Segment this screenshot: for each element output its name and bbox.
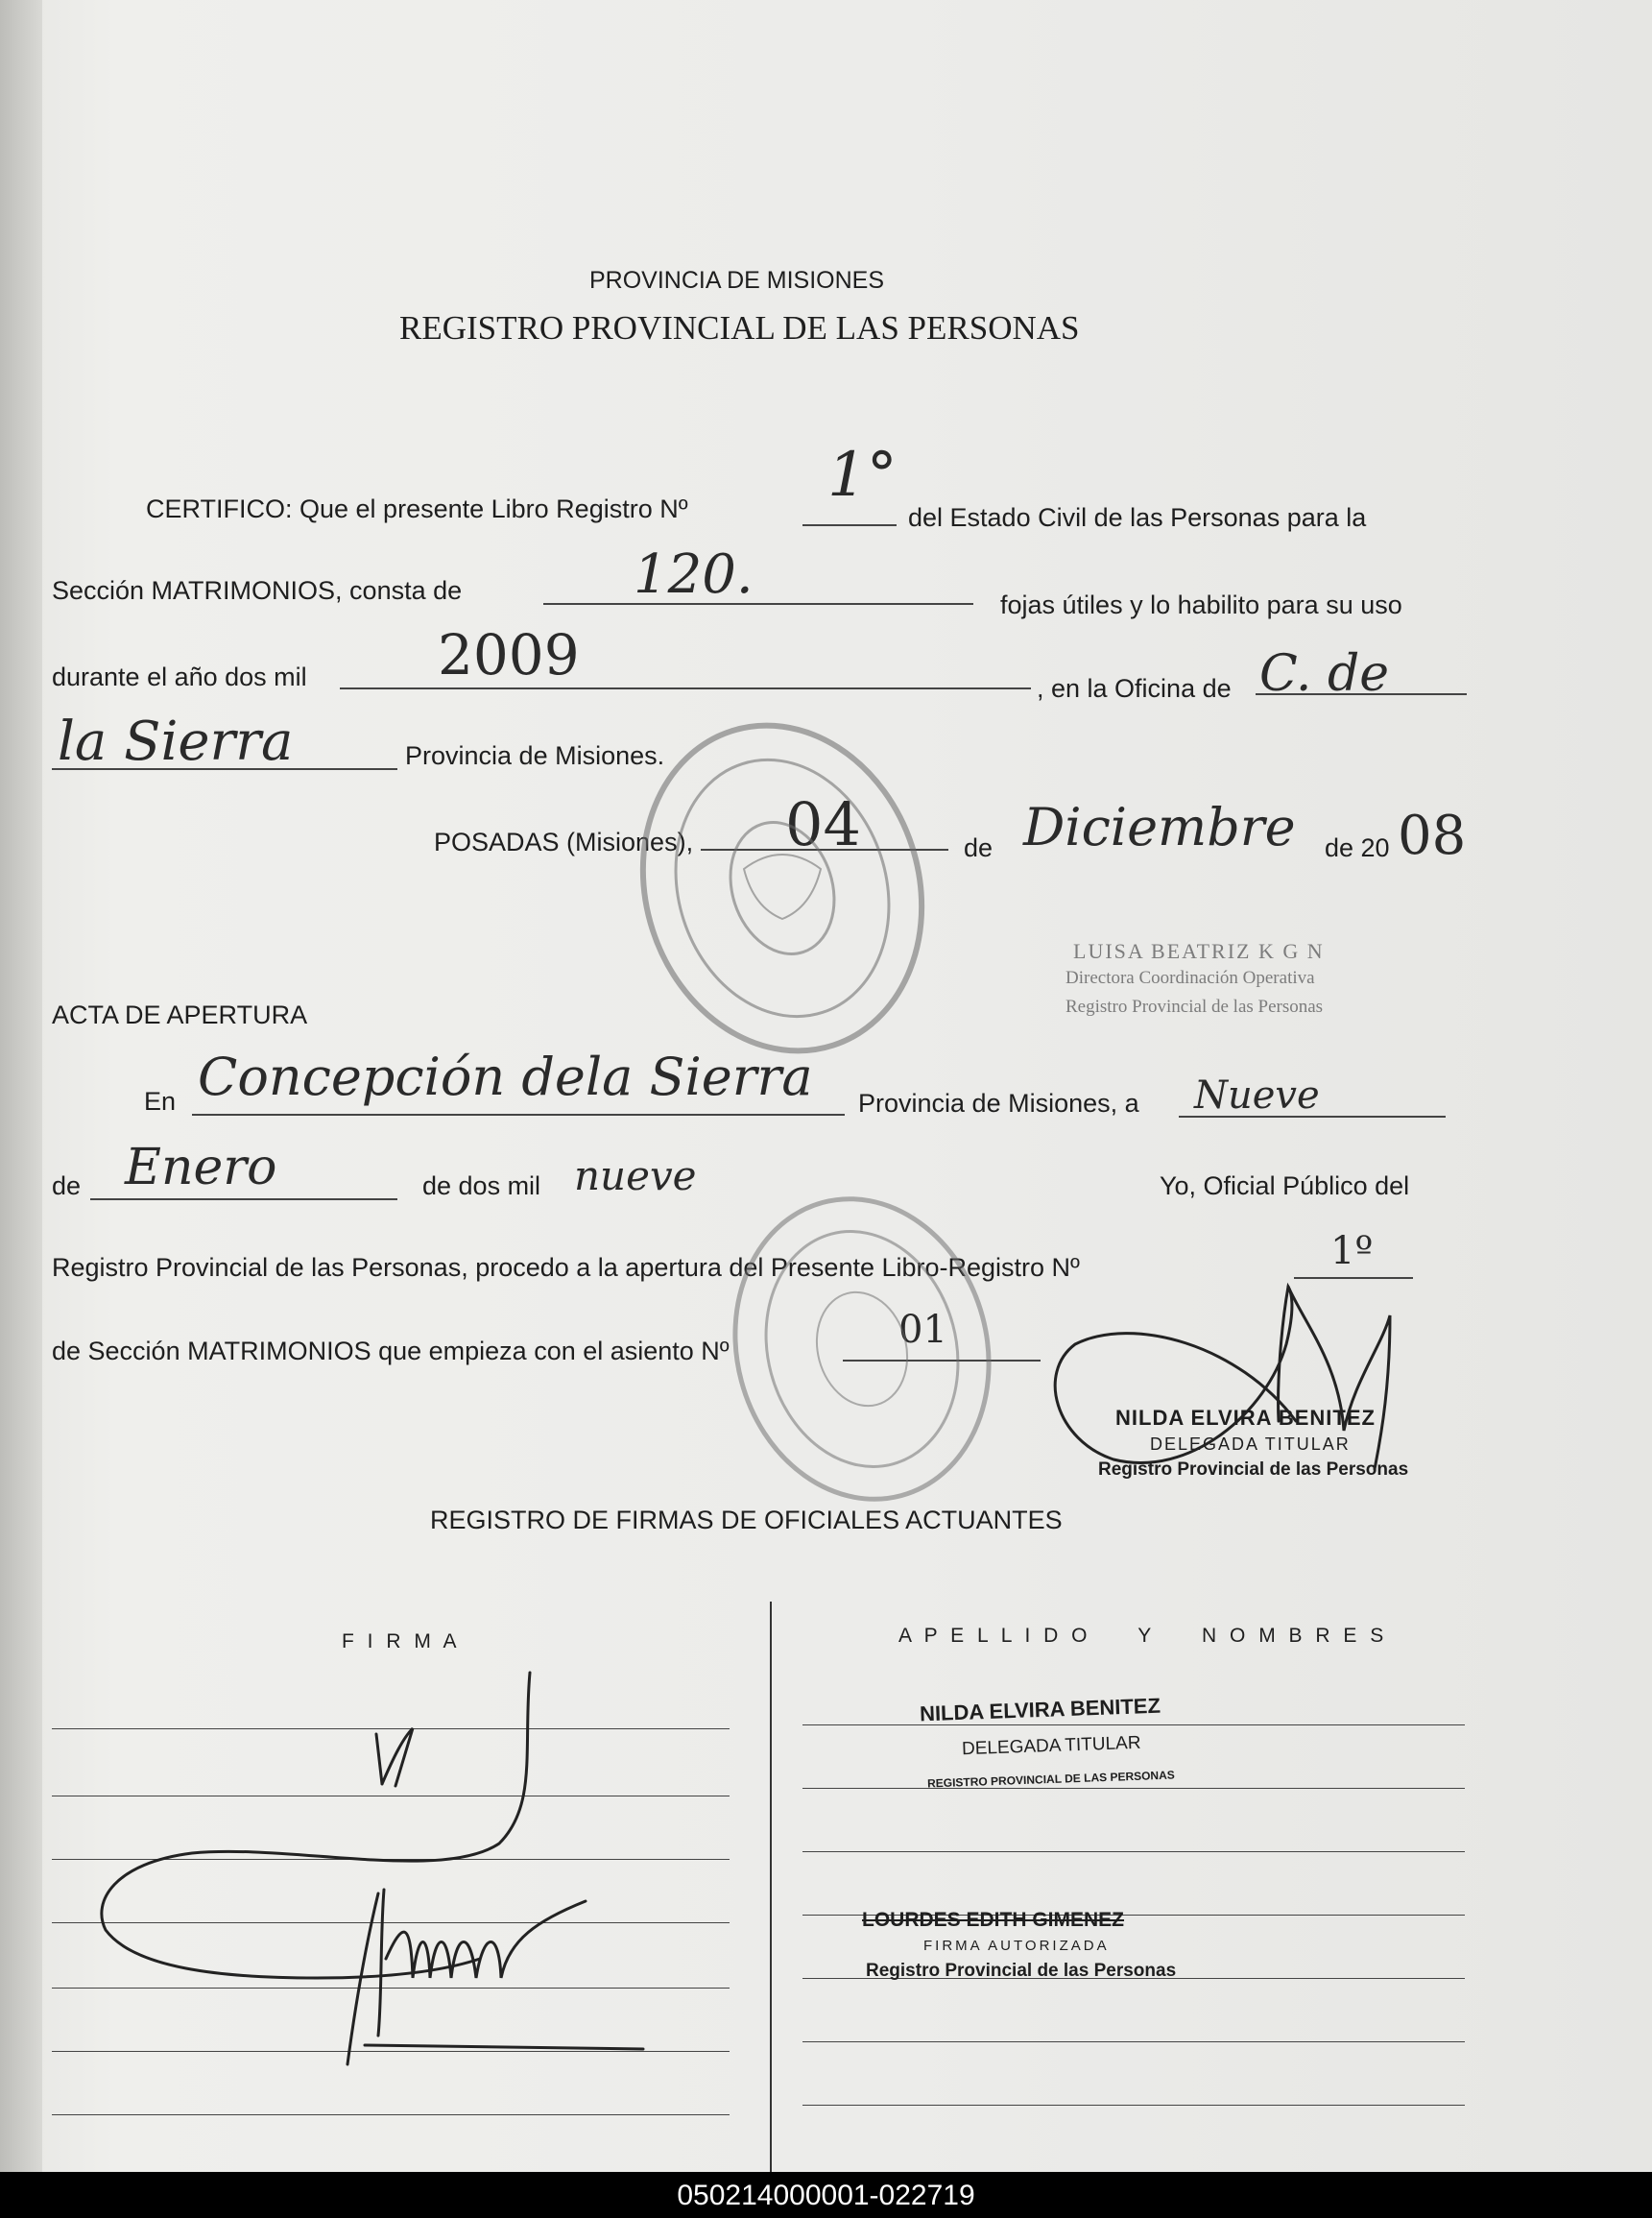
acta-oficial: Yo, Oficial Público del — [1160, 1171, 1410, 1200]
director-stamp-office: Registro Provincial de las Personas — [1065, 997, 1324, 1017]
delegada-stamp-office: Registro Provincial de las Personas — [1098, 1459, 1409, 1480]
acta-de: de — [52, 1171, 82, 1200]
document-code: 050214000001-022719 — [677, 2180, 975, 2211]
entry1-name: NILDA ELVIRA BENITEZ — [919, 1693, 1161, 1726]
acta-en: En — [144, 1087, 177, 1116]
delegada-signature — [1055, 1287, 1390, 1469]
delegada-stamp-title: DELEGADA TITULAR — [1150, 1434, 1351, 1454]
dia-acta-handwritten: Nueve — [1194, 1073, 1320, 1118]
registry-heading: REGISTRO PROVINCIAL DE LAS PERSONAS — [399, 309, 1080, 347]
acta-prov: Provincia de Misiones, a — [858, 1089, 1139, 1118]
anio-handwritten: 2009 — [438, 622, 580, 687]
localidad-handwritten: Concepción dela Sierra — [198, 1047, 813, 1107]
asiento-handwritten: 01 — [898, 1308, 947, 1352]
cert-line3-end: , en la Oficina de — [1037, 674, 1232, 703]
province-heading: PROVINCIA DE MISIONES — [589, 267, 885, 294]
director-stamp-name: LUISA BEATRIZ K G N — [1073, 939, 1325, 963]
cert-line2-end: fojas útiles y lo habilito para su uso — [1000, 591, 1402, 619]
fojas-handwritten: 120. — [634, 543, 754, 606]
entry2-office: Registro Provincial de las Personas — [866, 1961, 1177, 1981]
libro-acta-handwritten: 1º — [1330, 1229, 1374, 1273]
cert-place: POSADAS (Misiones), — [434, 828, 694, 856]
mes-handwritten: Diciembre — [1023, 797, 1296, 857]
col-nombres-header: A P E L L I D O Y N O M B R E S — [898, 1625, 1388, 1647]
footer-bar — [0, 2172, 1652, 2218]
cert-line2-text: Sección MATRIMONIOS, consta de — [52, 576, 463, 605]
entry1-title: DELEGADA TITULAR — [961, 1732, 1141, 1760]
cert-line4-text: Provincia de Misiones. — [405, 741, 665, 770]
anio-corto-handwritten: 08 — [1398, 805, 1467, 867]
cert-line3-text: durante el año dos mil — [52, 663, 307, 691]
firma-signature-2 — [347, 1890, 643, 2064]
anio-acta-handwritten: nueve — [574, 1152, 697, 1199]
cert-line1-text: CERTIFICO: Que el presente Libro Registro Nº — [146, 494, 688, 523]
entry2-title: FIRMA AUTORIZADA — [923, 1938, 1110, 1954]
dia-handwritten: 04 — [785, 789, 861, 859]
col-firma-header: F I R M A — [342, 1630, 461, 1652]
acta-title: ACTA DE APERTURA — [52, 1001, 308, 1029]
acta-line4: de Sección MATRIMONIOS que empieza con el asiento Nº — [52, 1337, 730, 1365]
oficina-handwritten-1: C. de — [1259, 645, 1390, 703]
acta-line3: Registro Provincial de las Personas, procedo a la apertura del Presente Libro-Registro Nº — [52, 1253, 1080, 1282]
entry2-name: LOURDES EDITH GIMENEZ — [862, 1909, 1125, 1931]
libro-number-handwritten: 1° — [827, 440, 898, 511]
oficina-handwritten-2: la Sierra — [58, 711, 294, 773]
mes-acta-handwritten: Enero — [125, 1139, 277, 1196]
acta-dos-mil: de dos mil — [422, 1171, 541, 1200]
firmas-title: REGISTRO DE FIRMAS DE OFICIALES ACTUANTES — [430, 1506, 1063, 1534]
cert-de: de — [964, 833, 994, 862]
registry-seal-2 — [703, 1170, 1022, 1529]
cert-line1-end: del Estado Civil de las Personas para la — [908, 503, 1367, 532]
cert-de-anio: de 20 — [1325, 833, 1390, 862]
entry1-office: REGISTRO PROVINCIAL DE LAS PERSONAS — [926, 1768, 1175, 1791]
director-stamp-title: Directora Coordinación Operativa — [1065, 968, 1315, 988]
registry-seal-1 — [602, 689, 963, 1088]
firma-signature-1 — [102, 1673, 530, 1978]
delegada-stamp-name: NILDA ELVIRA BENITEZ — [1115, 1406, 1376, 1430]
